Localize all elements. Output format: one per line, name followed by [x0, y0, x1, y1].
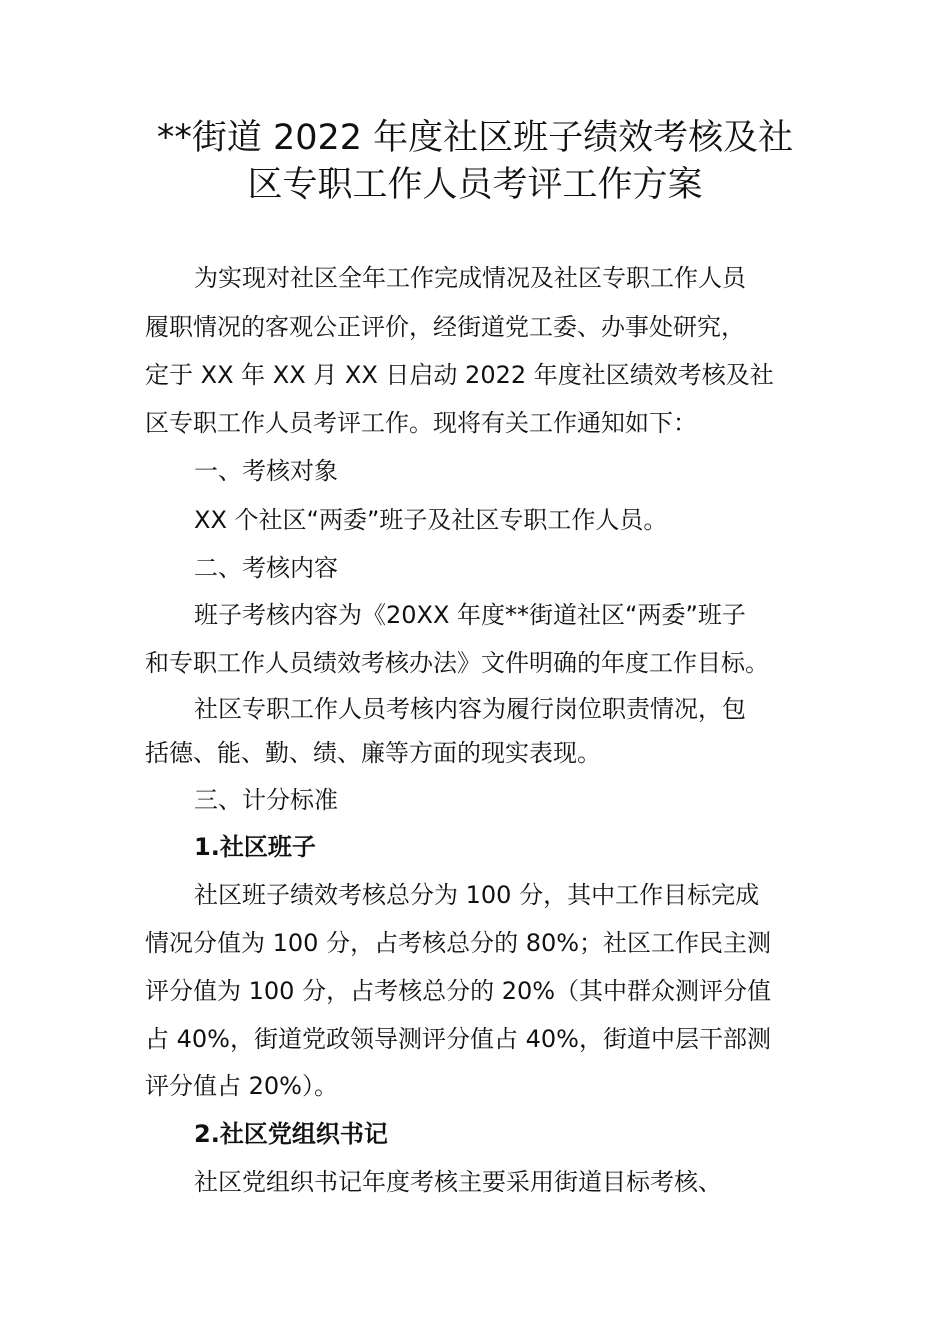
section-heading-2: 二、考核内容 — [194, 554, 338, 582]
section-2-line-4: 括德、能、勤、绩、廉等方面的现实表现。 — [145, 739, 601, 767]
section-3-line-5: 评分值占 20%）。 — [145, 1072, 338, 1100]
section-2-line-1: 班子考核内容为《20XX 年度**街道社区“两委”班子 — [194, 601, 746, 629]
intro-line-4: 区专职工作人员考评工作。现将有关工作通知如下： — [145, 409, 697, 437]
document-title-line-2: 区专职工作人员考评工作方案 — [247, 165, 703, 205]
section-3-line-6: 社区党组织书记年度考核主要采用街道目标考核、 — [194, 1168, 722, 1196]
section-3-line-4: 占 40%，街道党政领导测评分值占 40%，街道中层干部测 — [145, 1025, 771, 1053]
section-1-text: XX 个社区“两委”班子及社区专职工作人员。 — [194, 506, 668, 534]
section-heading-3: 三、计分标准 — [194, 786, 338, 814]
section-3-line-2: 情况分值为 100 分，占考核总分的 80%；社区工作民主测 — [145, 929, 772, 957]
section-heading-1: 一、考核对象 — [194, 457, 338, 485]
subheading-party-secretary: 2.社区党组织书记 — [194, 1120, 388, 1148]
section-3-line-1: 社区班子绩效考核总分为 100 分，其中工作目标完成 — [194, 881, 760, 909]
section-2-line-2: 和专职工作人员绩效考核办法》文件明确的年度工作目标。 — [145, 649, 769, 677]
section-3-line-3: 评分值为 100 分，占考核总分的 20%（其中群众测评分值 — [145, 977, 772, 1005]
intro-line-2: 履职情况的客观公正评价，经街道党工委、办事处研究， — [145, 313, 745, 341]
intro-line-1: 为实现对社区全年工作完成情况及社区专职工作人员 — [194, 264, 746, 292]
section-2-line-3: 社区专职工作人员考核内容为履行岗位职责情况，包 — [194, 695, 746, 723]
document-title-line-1: **街道 2022 年度社区班子绩效考核及社 — [156, 118, 794, 158]
intro-line-3: 定于 XX 年 XX 月 XX 日启动 2022 年度社区绩效考核及社 — [145, 361, 774, 389]
subheading-community-team: 1.社区班子 — [194, 833, 316, 861]
